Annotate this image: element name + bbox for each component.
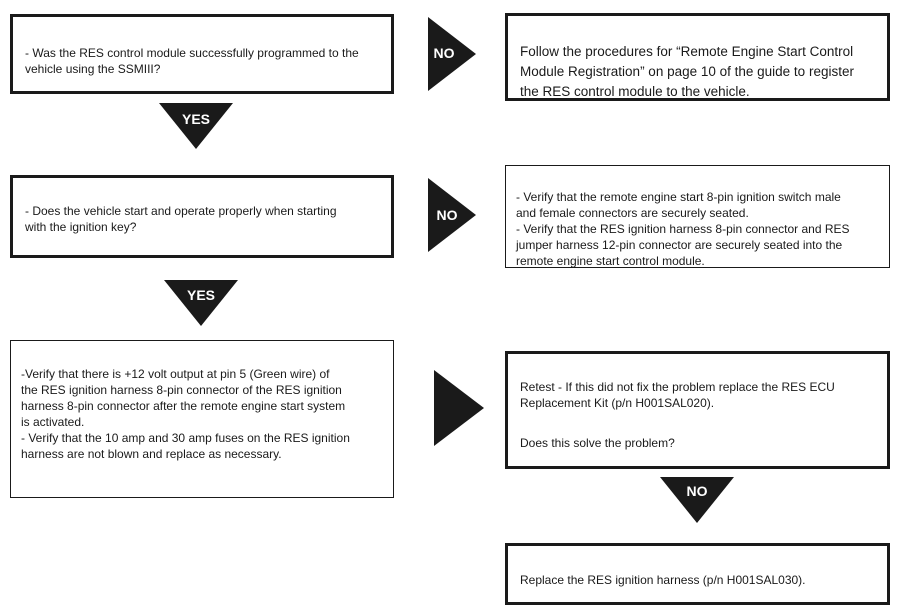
step-box-retest (505, 351, 890, 469)
step-text-solve-question: Does this solve the problem? (520, 436, 675, 450)
right-arrow-icon (434, 370, 484, 446)
no-arrow-2 (428, 178, 476, 252)
no-arrow-1 (428, 17, 476, 91)
no-label-2: NO (436, 207, 458, 223)
no-label-3: NO (686, 483, 708, 499)
step-text-ignition-key: - Does the vehicle start and operate properly when starting with the ignition key? (25, 204, 337, 234)
step-box-ignition-key (10, 175, 394, 258)
step-box-module-programmed (10, 14, 394, 94)
step-box-voltage-fuse-check (10, 340, 394, 498)
step-box-connector-check (505, 165, 890, 268)
step-box-replace-harness (505, 543, 890, 605)
yes-label-1: YES (181, 111, 210, 127)
step-text-module-programmed: - Was the RES control module successfully programmed to the vehicle using the SSMIII? (25, 46, 359, 76)
step-text-module-registration: Follow the procedures for “Remote Engine Start Control Module Registration” on page 10 of the guide to register the RES control module to the vehicle. (520, 44, 854, 99)
step-text-voltage-fuse-check: -Verify that there is +12 volt output at pin 5 (Green wire) of the RES ignition harness 8-pin connector of the RES ignition harness 8-pin connector after the remote engine start system is activated. - Verify that the 10 amp and 30 amp fuses on the RES ignition harness are not blown and replace as necessary. (21, 367, 350, 461)
yes-label-2: YES (186, 287, 215, 303)
yes-arrow-1 (159, 103, 233, 149)
yes-arrow-2 (164, 280, 238, 326)
step-text-replace-harness: Replace the RES ignition harness (p/n H001SAL030). (520, 573, 806, 587)
next-arrow (434, 370, 484, 446)
step-box-module-registration (505, 13, 890, 101)
step-text-connector-check: - Verify that the remote engine start 8-pin ignition switch male and female connectors are securely seated. - Verify that the RES ignition harness 8-pin connector and RES jumper harness 12-pin connector are securely seated into the remote engine start control module. (516, 190, 850, 268)
no-label-1: NO (433, 45, 455, 61)
step-text-retest: Retest - If this did not fix the problem replace the RES ECU Replacement Kit (p/n H001SAL020). (520, 380, 835, 410)
no-arrow-3 (660, 477, 734, 523)
